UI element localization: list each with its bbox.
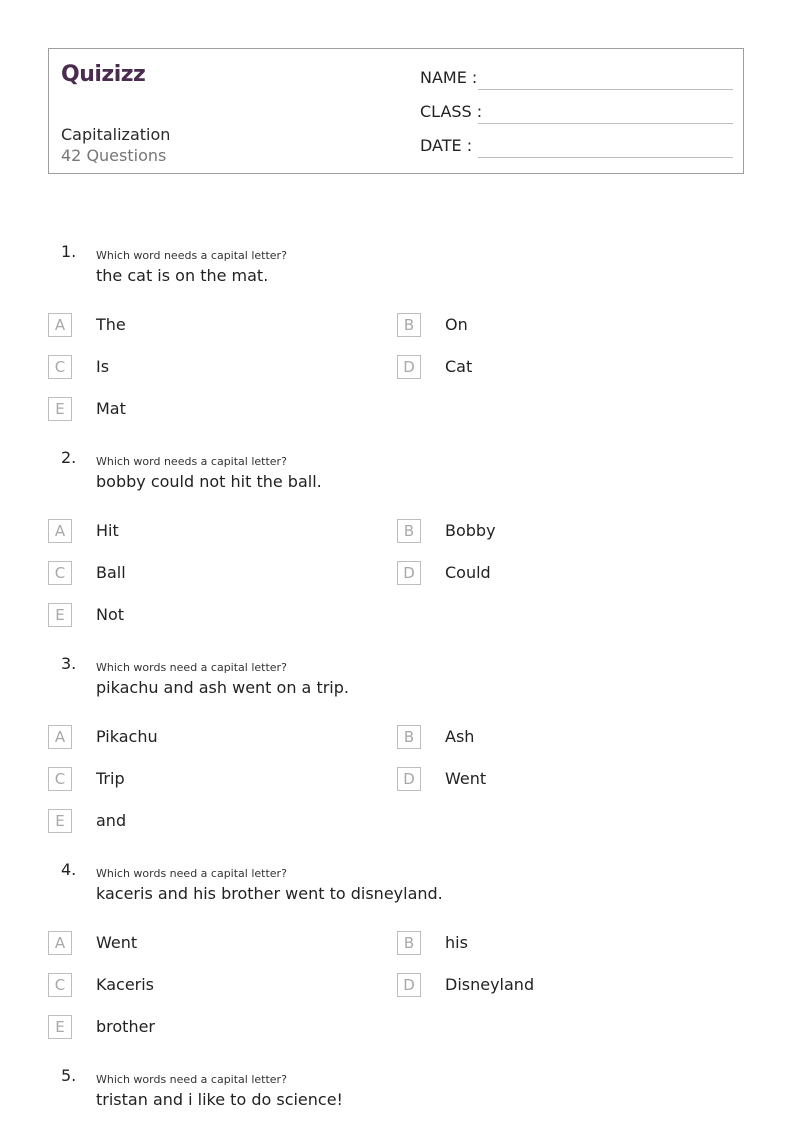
- question-prompt: Which words need a capital letter?: [96, 1073, 287, 1086]
- question-sentence: bobby could not hit the ball.: [96, 472, 322, 491]
- option-letter: D: [397, 561, 421, 585]
- option-text: On: [445, 315, 468, 334]
- date-line[interactable]: [478, 157, 733, 158]
- option-letter: A: [48, 931, 72, 955]
- option-letter: C: [48, 973, 72, 997]
- question-prompt: Which word needs a capital letter?: [96, 249, 287, 262]
- option-letter: B: [397, 313, 421, 337]
- option-text: brother: [96, 1017, 156, 1036]
- option-text: Ash: [445, 727, 475, 746]
- question-1: [0, 242, 794, 448]
- option-letter: E: [48, 1015, 72, 1039]
- option-letter: E: [48, 809, 72, 833]
- question-prompt: Which word needs a capital letter?: [96, 455, 287, 468]
- question-sentence: the cat is on the mat.: [96, 266, 269, 285]
- name-line[interactable]: [478, 89, 733, 90]
- option-text: his: [445, 933, 468, 952]
- question-number: 3.: [61, 654, 77, 673]
- option-text: Bobby: [445, 521, 496, 540]
- option-text: and: [96, 811, 127, 830]
- option-text: Went: [445, 769, 487, 788]
- quizizz-logo-text: Quizizz: [61, 62, 146, 87]
- option-letter: E: [48, 397, 72, 421]
- option-text: Cat: [445, 357, 473, 376]
- option-letter: B: [397, 931, 421, 955]
- class-line[interactable]: [478, 123, 733, 124]
- question-sentence: tristan and i like to do science!: [96, 1090, 343, 1109]
- option-letter: B: [397, 725, 421, 749]
- question-count: 42 Questions: [61, 146, 167, 165]
- option-text: Hit: [96, 521, 119, 540]
- option-text: Is: [96, 357, 110, 376]
- question-prompt: Which words need a capital letter?: [96, 661, 287, 674]
- option-text: Mat: [96, 399, 126, 418]
- question-sentence: kaceris and his brother went to disneyland.: [96, 884, 443, 903]
- date-label: DATE :: [420, 136, 473, 155]
- option-letter: E: [48, 603, 72, 627]
- question-sentence: pikachu and ash went on a trip.: [96, 678, 349, 697]
- option-text: Not: [96, 605, 125, 624]
- question-number: 1.: [61, 242, 77, 261]
- name-field[interactable]: [420, 68, 733, 90]
- class-label: CLASS :: [420, 102, 483, 121]
- option-text: Disneyland: [445, 975, 535, 994]
- option-letter: A: [48, 725, 72, 749]
- question-prompt: Which words need a capital letter?: [96, 867, 287, 880]
- question-number: 2.: [61, 448, 77, 467]
- option-letter: D: [397, 767, 421, 791]
- option-text: Ball: [96, 563, 126, 582]
- question-2: [0, 448, 794, 654]
- option-letter: C: [48, 561, 72, 585]
- option-text: Could: [445, 563, 491, 582]
- option-letter: C: [48, 355, 72, 379]
- option-letter: D: [397, 355, 421, 379]
- option-text: Kaceris: [96, 975, 155, 994]
- quizizz-logo: [61, 59, 153, 91]
- option-letter: C: [48, 767, 72, 791]
- option-letter: D: [397, 973, 421, 997]
- question-5: [0, 1066, 794, 1126]
- option-text: Trip: [96, 769, 125, 788]
- option-text: Went: [96, 933, 138, 952]
- option-letter: A: [48, 313, 72, 337]
- class-field[interactable]: [420, 102, 733, 124]
- question-number: 4.: [61, 860, 77, 879]
- date-field[interactable]: [420, 136, 733, 158]
- worksheet-title: Capitalization: [61, 125, 171, 144]
- question-3: [0, 654, 794, 860]
- option-text: Pikachu: [96, 727, 158, 746]
- option-text: The: [96, 315, 126, 334]
- question-4: [0, 860, 794, 1066]
- name-label: NAME :: [420, 68, 478, 87]
- worksheet-header: [48, 48, 744, 174]
- question-number: 5.: [61, 1066, 77, 1085]
- question-list: [0, 242, 794, 1126]
- option-letter: B: [397, 519, 421, 543]
- option-letter: A: [48, 519, 72, 543]
